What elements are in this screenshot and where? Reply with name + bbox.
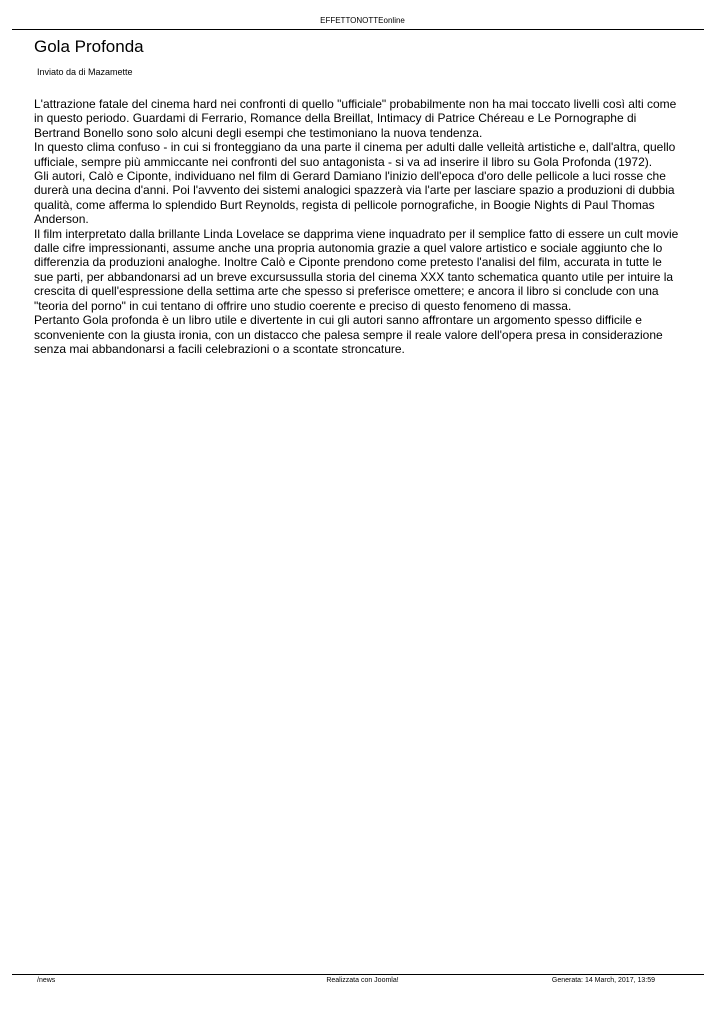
article-paragraph: L'attrazione fatale del cinema hard nei confronti di quello "ufficiale" probabilmente non ha mai toccato livelli così alti come in questo periodo. Guardami di Ferrario, Romance della Breillat, Intimacy di Patrice Chéreau e Le Pornographe di Bertrand Bonello sono solo alcuni degli esempi che testimoniano la nuova tendenza.: [34, 97, 677, 140]
article-body: [34, 97, 684, 356]
page-footer: [0, 976, 725, 988]
article-title: Gola Profonda: [34, 37, 144, 56]
footer-path: /news: [37, 977, 56, 984]
footer-powered-by: Realizzata con Joomla!: [326, 977, 399, 984]
site-name: EFFETTONOTTEonline: [320, 16, 405, 25]
article-byline: Inviato da di Mazamette: [37, 67, 133, 77]
footer-divider: [12, 974, 704, 975]
footer-generated-date: Generata: 14 March, 2017, 13:59: [551, 977, 655, 984]
article-paragraph: Il film interpretato dalla brillante Linda Lovelace se dapprima viene inquadrato per il semplice fatto di essere un cult movie dalle cifre impressionanti, assume anche una propria autonomia grazie a quel valore artistico e sociale aggiunto che lo differenzia da produzioni analoghe. Inoltre Calò e Ciponte prendono come pretesto l'analisi del film, accurata in tutte le sue parti, per abbandonarsi ad un breve excursussulla storia del cinema XXX tanto schematica quanto utile per intuire la crescita di quell'espressione della settima arte che spesso si preferisce omettere; e ancora il libro si conclude con una "teoria del porno" in cui tentano di offrire uno studio coerente e preciso di questo fenomeno di massa.: [34, 226, 679, 313]
article-paragraph: Gli autori, Calò e Ciponte, individuano nel film di Gerard Damiano l'inizio dell'epoca d'oro delle pellicole a luci rosse che durerà una decina d'anni. Poi l'avvento dei sistemi analogici spazzerà via l'arte per lasciare spazio a produzioni di dubbia qualità, come afferma lo splendido Burt Reynolds, regista di pellicole pornografiche, in Boogie Nights di Paul Thomas Anderson.: [34, 169, 675, 227]
header-divider: [12, 29, 704, 30]
article-paragraph: In questo clima confuso - in cui si fronteggiano da una parte il cinema per adulti dalle velleità artistiche e, dall'altra, quello ufficiale, sempre più ammiccante nei confronti del suo antagonista - si va ad inserire il libro su Gola Profonda (1972).: [34, 140, 676, 169]
article-paragraph: Pertanto Gola profonda è un libro utile e divertente in cui gli autori sanno affrontare un argomento spesso difficile e sconveniente con la giusta ironia, con un distacco che palesa sempre il reale valore dell'opera presa in considerazione senza mai abbandonarsi a facili celebrazioni o a scontate stroncature.: [34, 313, 663, 356]
